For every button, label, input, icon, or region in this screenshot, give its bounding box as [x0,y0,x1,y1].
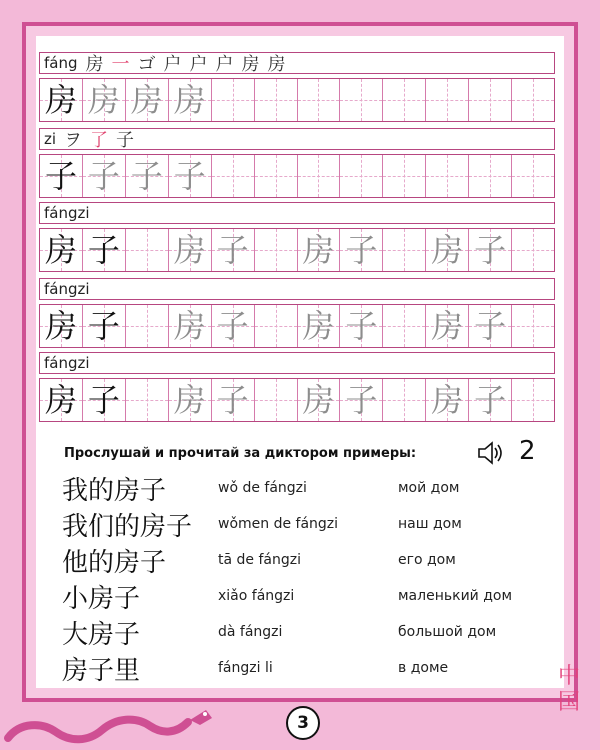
grid-cell [40,305,83,347]
practice-char: 子 [216,381,249,419]
grid-cell [512,229,554,271]
grid-cell [126,305,169,347]
grid-cell [426,79,469,121]
pinyin-label: fángzi [44,280,90,298]
grid-cell [169,229,212,271]
grid-cell [298,379,341,421]
grid-cell [469,379,512,421]
grid-cell [126,79,169,121]
grid-cell [340,155,383,197]
practice-char: 房 [130,81,163,119]
example-chinese: 我的房子 [62,475,167,506]
grid-cell [298,155,341,197]
example-chinese: 他的房子 [62,547,167,578]
stroke-order [86,50,286,76]
example-pinyin: xiǎo fángzi [218,588,295,604]
practice-char: 房 [431,381,464,419]
practice-char: 子 [216,307,249,345]
practice-char: 房 [302,231,335,269]
practice-char: 子 [345,307,378,345]
pinyin-strip [39,202,555,224]
example-russian: большой дом [398,624,497,640]
practice-char: 房 [173,307,206,345]
pinyin-label: zi [44,130,57,148]
example-chinese: 小房子 [62,583,141,614]
example-pinyin: dà fángzi [218,624,283,640]
stroke-step: 房 [267,54,286,75]
stroke-step: 户 [215,54,234,75]
grid-cell [83,379,126,421]
practice-char: 子 [87,307,120,345]
example-row [62,614,542,650]
example-chinese: 我们的房子 [62,511,193,542]
grid-cell [83,305,126,347]
grid-cell [212,305,255,347]
grid-cell [383,155,426,197]
pinyin-strip [39,352,555,374]
grid-cell [469,305,512,347]
grid-cell [255,305,298,347]
grid-cell [383,379,426,421]
grid-cell [212,155,255,197]
example-pinyin: fángzi li [218,660,273,676]
grid-cell [169,379,212,421]
grid-cell [383,79,426,121]
pinyin-label: fángzi [44,204,90,222]
grid-cell [255,79,298,121]
example-russian: наш дом [398,516,462,532]
stroke-step: 一 [111,54,130,75]
practice-char: 房 [87,81,120,119]
grid-cell [426,379,469,421]
stroke-order [64,126,134,152]
practice-char: 房 [173,381,206,419]
example-russian: в доме [398,660,449,676]
practice-char: 房 [173,231,206,269]
practice-char: 子 [87,157,120,195]
grid-cell [426,229,469,271]
example-chinese: 大房子 [62,619,141,650]
grid-cell [169,305,212,347]
side-char: 国 [557,690,580,716]
practice-char: 房 [173,81,206,119]
example-row [62,650,542,686]
pinyin-label: fángzi [44,354,90,372]
grid-cell [255,229,298,271]
instruction-text: Прослушай и прочитай за диктором примеры: [64,446,417,461]
grid-cell [469,79,512,121]
practice-char: 房 [44,307,77,345]
stroke-step: 户 [163,54,182,75]
grid-cell [40,79,83,121]
grid-cell [83,155,126,197]
practice-char: 子 [216,231,249,269]
grid-cell [512,79,554,121]
example-pinyin: wǒ de fángzi [218,480,307,496]
example-pinyin: tā de fángzi [218,552,301,568]
practice-char: 房 [302,307,335,345]
side-label [556,664,582,717]
side-char: 中 [557,664,580,689]
example-chinese: 房子里 [62,655,141,686]
practice-char: 房 [44,81,77,119]
practice-char: 子 [345,381,378,419]
grid-cell [40,379,83,421]
grid-cell [212,79,255,121]
stroke-step: 房 [85,54,104,75]
practice-char: 子 [87,231,120,269]
grid-cell [40,155,83,197]
grid-cell [212,229,255,271]
grid-cell [383,229,426,271]
writing-grid [39,228,555,272]
practice-char: 子 [44,157,77,195]
practice-char: 房 [44,231,77,269]
practice-char: 房 [431,307,464,345]
grid-cell [83,79,126,121]
grid-cell [383,305,426,347]
pinyin-label: fáng [44,54,78,72]
grid-cell [298,305,341,347]
grid-cell [169,79,212,121]
stroke-step: ゴ [137,54,156,75]
practice-char: 子 [474,231,507,269]
practice-char: 子 [130,157,163,195]
grid-cell [512,155,554,197]
stroke-step: ヲ [64,130,83,151]
example-russian: его дом [398,552,456,568]
dragon-icon [0,692,230,750]
example-row [62,506,542,542]
grid-cell [426,305,469,347]
grid-cell [212,379,255,421]
practice-char: 子 [87,381,120,419]
practice-char: 子 [474,307,507,345]
grid-cell [469,229,512,271]
grid-cell [340,79,383,121]
example-row [62,578,542,614]
grid-cell [298,79,341,121]
speaker-icon[interactable] [477,438,505,468]
practice-char: 房 [44,381,77,419]
practice-char: 房 [431,231,464,269]
stroke-step: 子 [116,130,135,151]
writing-grid [39,304,555,348]
example-russian: маленький дом [398,588,513,604]
grid-cell [40,229,83,271]
grid-cell [255,379,298,421]
grid-cell [126,379,169,421]
stroke-step: 了 [90,130,109,151]
writing-grid [39,78,555,122]
stroke-step: 房 [241,54,260,75]
grid-cell [469,155,512,197]
grid-cell [83,229,126,271]
writing-grid [39,378,555,422]
stroke-step: 户 [189,54,208,75]
grid-cell [255,155,298,197]
page-number: 3 [286,706,320,740]
example-row [62,542,542,578]
grid-cell [126,229,169,271]
example-pinyin: wǒmen de fángzi [218,516,339,532]
audio-track-number: 2 [519,436,536,466]
practice-char: 子 [474,381,507,419]
writing-grid [39,154,555,198]
practice-char: 子 [345,231,378,269]
grid-cell [298,229,341,271]
example-russian: мой дом [398,480,460,496]
example-row [62,470,542,506]
grid-cell [512,379,554,421]
practice-char: 子 [173,157,206,195]
practice-char: 房 [302,381,335,419]
grid-cell [512,305,554,347]
examples-list [62,470,542,686]
pinyin-strip [39,278,555,300]
grid-cell [169,155,212,197]
grid-cell [340,305,383,347]
grid-cell [340,379,383,421]
grid-cell [340,229,383,271]
pinyin-strip [39,128,555,150]
pinyin-strip [39,52,555,74]
grid-cell [126,155,169,197]
grid-cell [426,155,469,197]
